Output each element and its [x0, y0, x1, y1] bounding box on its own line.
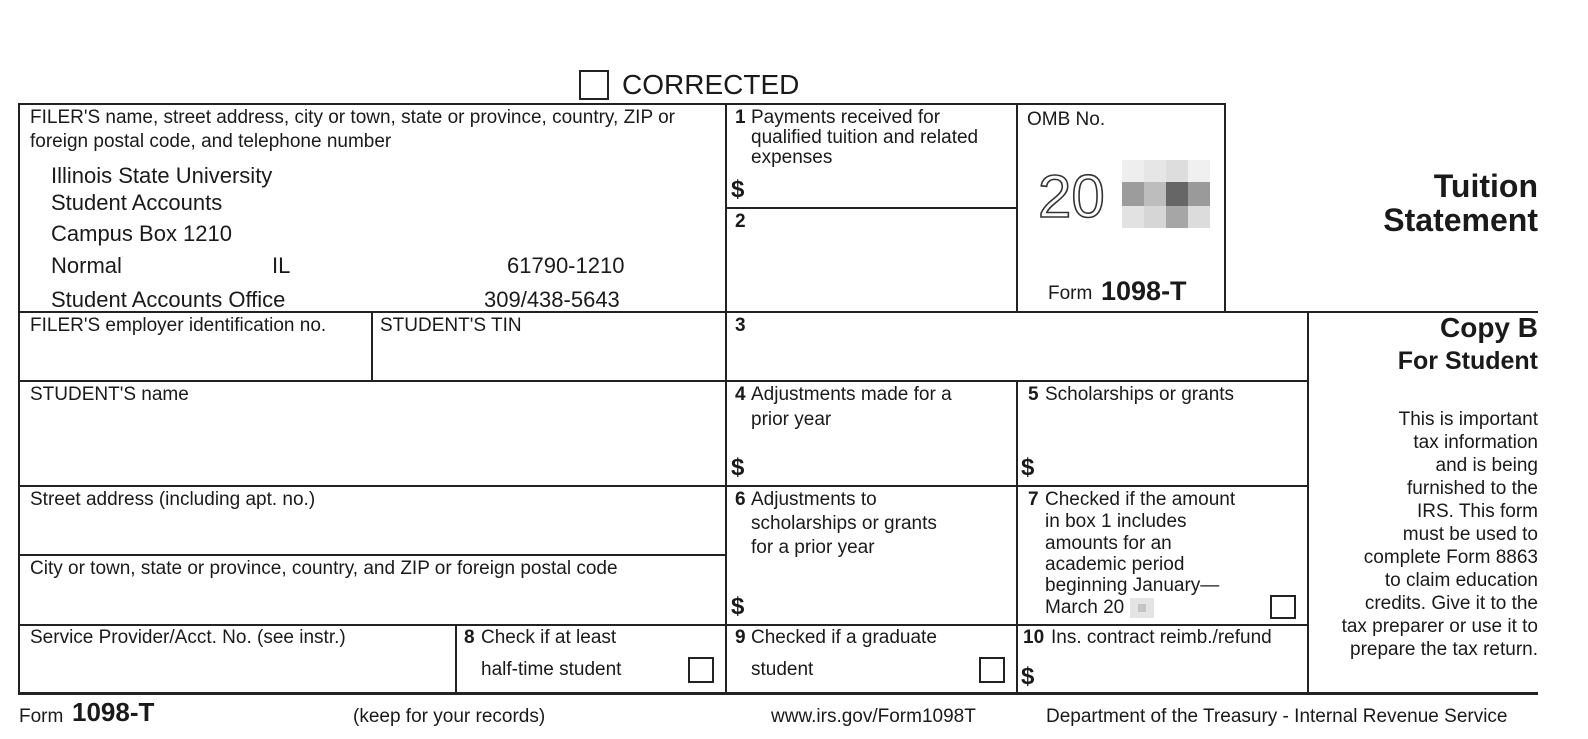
- box8-label-line1: Check if at least: [481, 627, 617, 648]
- footer-dept: Department of the Treasury - Internal Revenue Service: [1046, 706, 1508, 727]
- box7-checkbox[interactable]: [1270, 595, 1296, 619]
- notice-line: must be used to: [1402, 524, 1538, 545]
- footer-url[interactable]: www.irs.gov/Form1098T: [771, 706, 976, 727]
- filer-dept: Student Accounts: [51, 190, 223, 215]
- box7-year-redacted: [1130, 598, 1154, 618]
- box7-label-line3: amounts for an: [1045, 533, 1172, 554]
- box1-label-line2: qualified tuition and related: [751, 127, 979, 148]
- filer-box: Campus Box 1210: [51, 221, 232, 246]
- box3-number: 3: [735, 315, 746, 336]
- footer-form-number: 1098-T: [72, 697, 155, 727]
- row-divider-4: [18, 554, 726, 556]
- row-divider-2: [18, 380, 1308, 382]
- copy-subtitle: For Student: [1397, 347, 1538, 375]
- year-prefix: 20: [1038, 163, 1105, 230]
- form-border-bottom: [18, 692, 1538, 695]
- col-divider-box5: [1016, 380, 1018, 694]
- provider-label: Service Provider/Acct. No. (see instr.): [30, 627, 346, 648]
- student-name-label: STUDENT'S name: [30, 384, 189, 405]
- notice-line: tax preparer or use it to: [1341, 616, 1538, 637]
- box1-number: 1: [735, 107, 746, 128]
- box10-label: Ins. contract reimb./refund: [1051, 627, 1272, 648]
- notice-line: to claim education: [1384, 570, 1538, 591]
- box6-label-line2: scholarships or grants: [751, 513, 937, 534]
- box7-label-line5: beginning January—: [1045, 575, 1220, 596]
- box4-label-line2: prior year: [751, 409, 832, 430]
- notice-line: credits. Give it to the: [1364, 593, 1538, 614]
- box1-label-line1: Payments received for: [751, 107, 941, 128]
- box1-box2-divider: [726, 207, 1017, 209]
- footer-form-word: Form: [19, 706, 64, 727]
- box6-dollar: $: [731, 593, 745, 620]
- box8-checkbox[interactable]: [688, 657, 714, 683]
- filer-label-line1: FILER'S name, street address, city or town, state or province, country, ZIP or: [30, 107, 675, 128]
- box1-dollar: $: [731, 176, 745, 203]
- box5-dollar: $: [1021, 454, 1035, 481]
- row-divider-3: [18, 485, 1308, 487]
- box7-label-line4: academic period: [1045, 554, 1185, 575]
- filer-label-line2: foreign postal code, and telephone number: [30, 131, 392, 152]
- copy-title: Copy B: [1440, 312, 1538, 343]
- student-tin-label: STUDENT'S TIN: [380, 315, 522, 336]
- notice-line: tax information: [1413, 432, 1538, 453]
- corrected-checkbox[interactable]: [579, 70, 609, 100]
- box1-label-line3: expenses: [751, 147, 833, 168]
- col-divider-tin: [371, 311, 373, 381]
- box6-number: 6: [735, 489, 746, 510]
- filer-zip: 61790-1210: [507, 253, 625, 278]
- box5-label: Scholarships or grants: [1045, 384, 1235, 405]
- col-divider-omb-right: [1224, 103, 1226, 312]
- notice-line: furnished to the: [1407, 478, 1538, 499]
- city-label: City or town, state or province, country, and ZIP or foreign postal code: [30, 558, 618, 579]
- notice-line: prepare the tax return.: [1350, 639, 1538, 660]
- box4-dollar: $: [731, 454, 745, 481]
- box7-number: 7: [1028, 489, 1039, 510]
- row-divider-5: [18, 624, 1308, 626]
- filer-name: Illinois State University: [51, 163, 273, 188]
- box5-number: 5: [1028, 384, 1039, 405]
- footer-keep: (keep for your records): [353, 706, 546, 727]
- box9-label-line1: Checked if a graduate: [751, 627, 937, 648]
- box6-label-line3: for a prior year: [751, 537, 875, 558]
- box4-label-line1: Adjustments made for a: [751, 384, 952, 405]
- col-divider-omb-left: [1016, 103, 1018, 312]
- box10-number: 10: [1023, 627, 1045, 648]
- box9-number: 9: [735, 627, 746, 648]
- omb-form-word: Form: [1048, 283, 1093, 304]
- col-divider-box8: [455, 624, 457, 694]
- filer-state: IL: [272, 253, 291, 278]
- box2-number: 2: [735, 211, 746, 232]
- box9-label-line2: student: [751, 659, 814, 680]
- year-redacted-block: [1122, 160, 1210, 228]
- corrected-label: CORRECTED: [622, 69, 800, 100]
- notice-line: and is being: [1435, 455, 1538, 476]
- col-divider-main: [725, 103, 727, 694]
- box10-dollar: $: [1021, 663, 1035, 690]
- box7-label-line1: Checked if the amount: [1045, 489, 1236, 510]
- form-border-top: [18, 103, 1225, 105]
- street-label: Street address (including apt. no.): [30, 489, 316, 510]
- box7-label-line2: in box 1 includes: [1045, 511, 1187, 532]
- box8-label-line2: half-time student: [481, 659, 622, 680]
- notice-text: [1342, 408, 1538, 661]
- notice-line: IRS. This form: [1416, 501, 1538, 522]
- filer-city: Normal: [51, 253, 122, 278]
- title-line1: Tuition: [1433, 168, 1538, 204]
- col-divider-copy: [1307, 311, 1309, 694]
- ein-label: FILER'S employer identification no.: [30, 315, 327, 336]
- filer-phone: 309/438-5643: [484, 287, 620, 312]
- notice-line: This is important: [1398, 409, 1538, 430]
- omb-form-number: 1098-T: [1101, 276, 1187, 306]
- notice-line: complete Form 8863: [1363, 547, 1538, 568]
- box7-label-line6: March 20: [1045, 597, 1125, 618]
- box9-checkbox[interactable]: [979, 657, 1005, 683]
- box4-number: 4: [735, 384, 746, 405]
- form-border-left: [18, 103, 20, 694]
- title-line2: Statement: [1383, 202, 1538, 238]
- filer-office: Student Accounts Office: [51, 287, 286, 312]
- box8-number: 8: [464, 627, 475, 648]
- omb-label: OMB No.: [1027, 109, 1106, 130]
- box6-label-line1: Adjustments to: [751, 489, 877, 510]
